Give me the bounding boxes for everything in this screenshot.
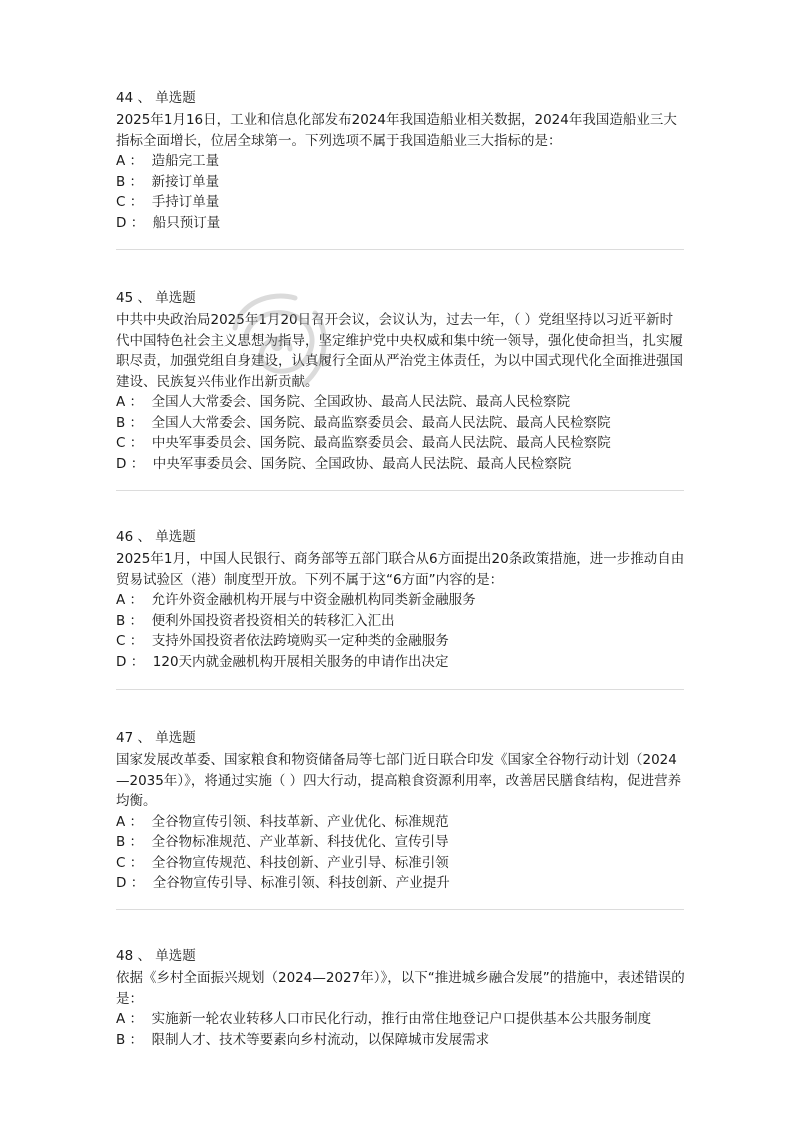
question-number: 48 [116,948,134,964]
question-type: 单选题 [155,948,196,964]
divider [116,909,684,910]
question-number: 45 [116,290,134,306]
question-47 [116,728,686,894]
question-type: 单选题 [155,529,196,545]
option-letter: A ： [116,153,152,169]
option-text: 全谷物宣传引领、科技革新、产业优化、标准规范 [151,813,449,830]
question-number: 44 [116,90,134,106]
option-letter: A ： [116,394,152,410]
option-letter: B ： [116,834,152,850]
question-44 [116,88,686,233]
option-letter: A ： [116,1011,152,1027]
option-c[interactable] [116,853,686,874]
option-text: 限制人才、技术等要素向乡村流动，以保障城市发展需求 [151,1031,490,1048]
option-text: 120天内就金融机构开展相关服务的申请作出决定 [152,653,449,670]
option-c[interactable] [116,192,686,213]
option-text: 中央军事委员会、国务院、全国政协、最高人民法院、最高人民检察院 [152,455,572,472]
option-letter: B ： [116,612,152,629]
option-text: 全谷物标准规范、产业革新、科技优化、宣传引导 [151,834,449,850]
question-stem: 国家发展改革委、国家粮食和物资储备局等七部门近日联合印发《国家全谷物行动计划（2024—2035年）》，将通过实施（ ）四大行动，提高粮食资源利用率，改善居民膳食结构，促进营养均衡。 [116,752,682,809]
option-text: 实施新一轮农业转移人口市民化行动，推行由常住地登记户口提供基本公共服务制度 [151,1011,652,1027]
option-d[interactable] [116,213,686,234]
option-b[interactable] [116,413,686,434]
question-45 [116,288,686,474]
option-text: 中央军事委员会、国务院、最高监察委员会、最高人民法院、最高人民检察院 [151,435,611,451]
question-stem: 2025年1月，中国人民银行、商务部等五部门联合从6方面提出20条政策措施，进一步推动自由贸易试验区（港）制度型开放。下列不属于这“6方面”内容的是： [116,551,685,588]
question-header [116,88,686,108]
divider [116,490,684,491]
option-b[interactable] [116,1030,686,1051]
question-header [116,946,686,966]
option-text: 造船完工量 [151,153,220,169]
option-text: 全国人大常委会、国务院、全国政协、最高人民法院、最高人民检察院 [151,394,571,410]
logo-watermark-icon [215,283,345,403]
option-letter: D ： [116,214,153,231]
option-a[interactable] [116,151,686,172]
question-number: 47 [116,730,134,746]
option-d[interactable] [116,652,686,673]
option-d[interactable] [116,873,686,894]
option-c[interactable] [116,433,686,454]
option-letter: A ： [116,592,152,608]
option-letter: D ： [116,875,153,891]
option-b[interactable] [116,832,686,853]
option-text: 全国人大常委会、国务院、最高监察委员会、最高人民法院、最高人民检察院 [151,414,611,431]
option-a[interactable] [116,1009,686,1030]
divider [116,689,684,690]
option-text: 全谷物宣传规范、科技创新、产业引导、标准引领 [151,854,449,871]
option-letter: C ： [116,633,152,649]
option-text: 便利外国投资者投资相关的转移汇入汇出 [151,612,395,629]
option-text: 船只预订量 [152,214,221,231]
option-text: 全谷物宣传引导、标准引领、科技创新、产业提升 [152,875,450,891]
question-header [116,288,686,308]
question-48 [116,946,686,1050]
question-separator: 、 [137,948,151,964]
option-text: 新接订单量 [151,173,220,190]
question-separator: 、 [137,290,151,306]
option-letter: C ： [116,854,152,871]
option-letter: B ： [116,1031,152,1048]
question-number: 46 [116,529,134,545]
question-header [116,527,686,547]
option-c[interactable] [116,631,686,652]
question-46 [116,527,686,672]
question-separator: 、 [137,730,151,746]
option-letter: D ： [116,653,153,670]
question-type: 单选题 [155,90,196,106]
option-letter: C ： [116,435,152,451]
option-letter: B ： [116,414,152,431]
option-text: 手持订单量 [151,194,220,210]
option-a[interactable] [116,812,686,833]
option-a[interactable] [116,392,686,413]
option-a[interactable] [116,590,686,611]
question-separator: 、 [137,90,151,106]
question-header [116,728,686,748]
option-letter: B ： [116,173,152,190]
question-separator: 、 [137,529,151,545]
option-letter: A ： [116,813,152,830]
option-b[interactable] [116,611,686,632]
question-stem: 依据《乡村全面振兴规划（2024—2027年）》，以下“推进城乡融合发展”的措施中，表述错误的是： [116,970,685,1007]
option-d[interactable] [116,454,686,475]
option-letter: D ： [116,455,153,472]
option-text: 支持外国投资者依法跨境购买一定种类的金融服务 [151,633,449,649]
option-letter: C ： [116,194,152,210]
option-b[interactable] [116,172,686,193]
question-type: 单选题 [155,730,196,746]
question-stem: 2025年1月16日，工业和信息化部发布2024年我国造船业相关数据，2024年我国造船业三大指标全面增长，位居全球第一。下列选项不属于我国造船业三大指标的是： [116,112,677,149]
divider [116,249,684,250]
question-stem: 中共中央政治局2025年1月20日召开会议，会议认为，过去一年，（ ）党组坚持以习近平新时代中国特色社会主义思想为指导，坚定维护党中央权威和集中统一领导，强化使命担当，扎实履职尽责，加强党组自身建设，认真履行全面从严治党主体责任，为以中国式现代化全面推进强国建设、民族复兴伟业作出新贡献。 [116,312,683,390]
question-type: 单选题 [155,290,196,306]
option-text: 允许外资金融机构开展与中资金融机构同类新金融服务 [151,592,476,608]
